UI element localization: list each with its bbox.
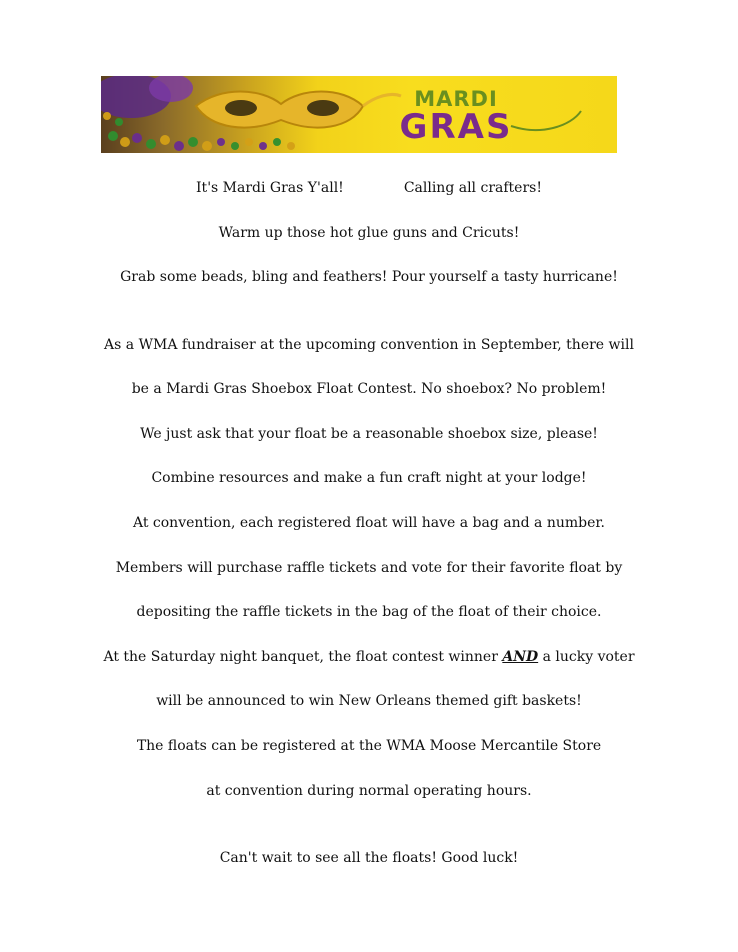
body-line: As a WMA fundraiser at the upcoming convention in September, there will [104, 337, 634, 353]
banner-title-mardi: MARDI [414, 87, 498, 111]
body-line: be a Mardi Gras Shoebox Float Contest. No shoebox? No problem! [131, 381, 607, 397]
banner-title [371, 87, 541, 147]
body-line: Warm up those hot glue guns and Cricuts! [218, 225, 520, 241]
body-line: Combine resources and make a fun craft night at your lodge! [151, 470, 587, 486]
body-line: at convention during normal operating hours. [206, 783, 532, 799]
body-line: The floats can be registered at the WMA Moose Mercantile Store [136, 738, 602, 754]
body-line: We just ask that your float be a reasonable shoebox size, please! [140, 426, 598, 442]
body-line: Grab some beads, bling and feathers! Pour yourself a tasty hurricane! [120, 269, 618, 285]
mardi-gras-banner [101, 76, 617, 153]
intro-line [60, 178, 678, 198]
body-line: depositing the raffle tickets in the bag of the float of their choice. [136, 604, 602, 620]
body-line: At convention, each registered float will have a bag and a number. [132, 515, 606, 531]
banquet-before: At the Saturday night banquet, the float contest winner [103, 649, 503, 665]
banquet-line [60, 647, 678, 667]
call-text: Calling all crafters! [403, 180, 542, 196]
greeting-text: It's Mardi Gras Y'all! [196, 180, 344, 196]
banquet-emphasis: AND [502, 649, 539, 665]
banner-title-gras: GRAS [399, 107, 513, 147]
body-line: will be announced to win New Orleans themed gift baskets! [156, 693, 582, 709]
body-line: Members will purchase raffle tickets and vote for their favorite float by [115, 560, 623, 576]
closing-line: Can't wait to see all the floats! Good luck! [219, 850, 519, 866]
banquet-after: a lucky voter [538, 649, 635, 665]
